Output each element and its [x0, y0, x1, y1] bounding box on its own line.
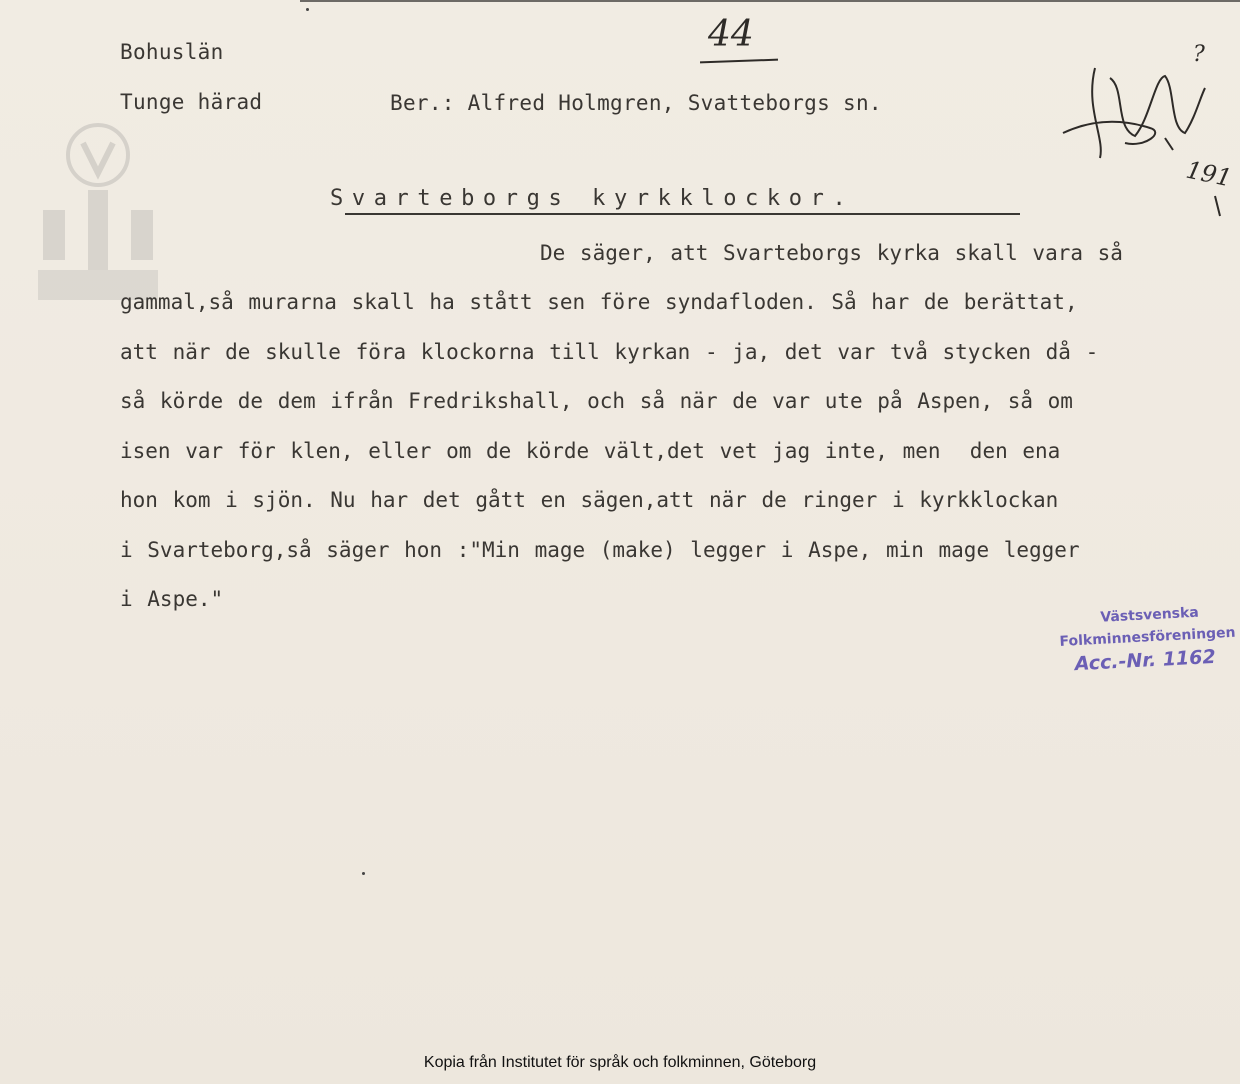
body-line: så körde de dem ifrån Fredrikshall, och så när de var ute på Aspen, så om — [120, 389, 1073, 413]
stamp-accession-number: Acc.-Nr. 1162 — [1074, 645, 1217, 676]
stamp-line-1: Västsvenska — [1099, 604, 1200, 626]
page-edge-line — [300, 0, 1240, 2]
stamp-line-2: Folkminnesföreningen — [1059, 624, 1236, 650]
signature-year: 191 — [1183, 155, 1235, 193]
story-title: Svarteborgs kyrkklockor. — [330, 186, 855, 211]
body-line: gammal,så murarna skall ha stått sen före syndafloden. Så har de berättat, — [120, 290, 1078, 314]
watermark-emblem — [38, 115, 158, 315]
page-number: 44 — [708, 14, 754, 55]
region-label: Bohuslän — [120, 40, 224, 64]
informant-label: Ber.: Alfred Holmgren, Svatteborgs sn. — [390, 91, 882, 115]
signature-question-mark: ? — [1193, 42, 1205, 67]
ink-dot — [362, 872, 365, 875]
copy-footer: Kopia från Institutet för språk och folkminnen, Göteborg — [423, 1054, 817, 1071]
body-line: att när de skulle föra klockorna till kyrkan - ja, det var två stycken då - — [120, 340, 1099, 364]
title-underline — [345, 213, 1020, 215]
district-label: Tunge härad — [120, 90, 263, 114]
body-line: i Aspe." — [120, 587, 224, 611]
body-line: isen var för klen, eller om de körde vält,det vet jag inte, men den ena — [120, 439, 1061, 463]
ink-dot — [306, 8, 309, 11]
body-line: hon kom i sjön. Nu har det gått en sägen,att när de ringer i kyrkklockan — [120, 488, 1059, 512]
body-line: De säger, att Svarteborgs kyrka skall vara så — [540, 241, 1123, 265]
body-line: i Svarteborg,så säger hon :"Min mage (make) legger i Aspe, min mage legger — [120, 538, 1080, 562]
handwritten-signature — [1055, 48, 1235, 218]
